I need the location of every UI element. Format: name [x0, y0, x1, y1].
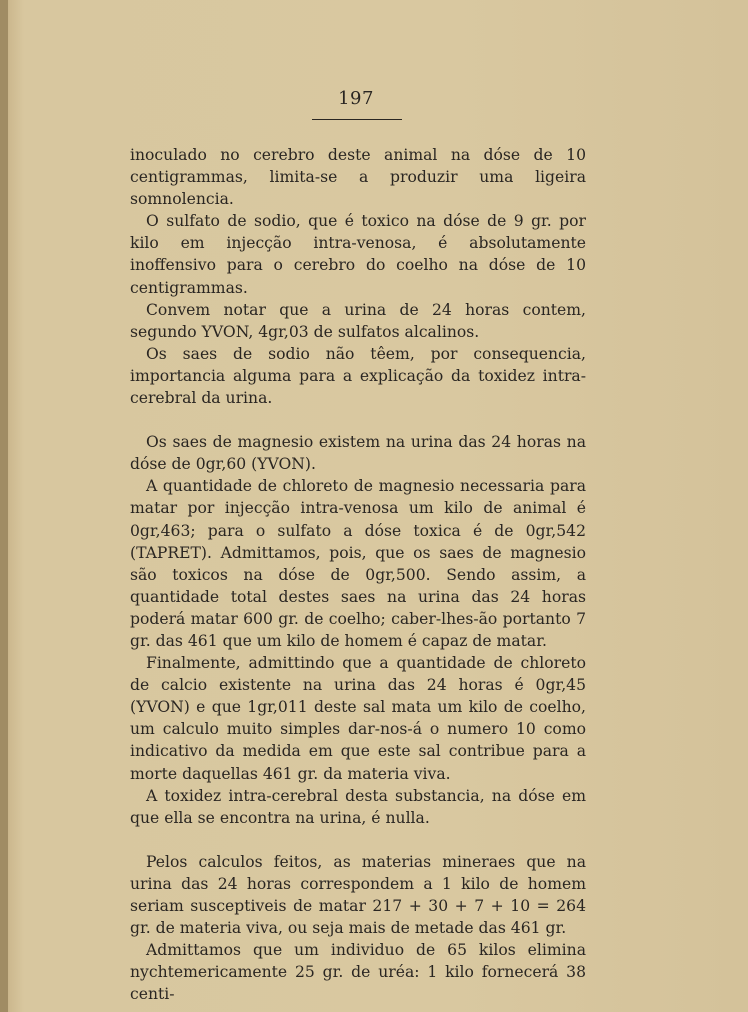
paragraph: A toxidez intra-cerebral desta substancia, na dóse em que ella se encontra na urina, é nulla. — [130, 786, 586, 827]
paragraph: O sulfato de sodio, que é toxico na dóse de 9 gr. por kilo em injecção intra-venosa, é absolutamente inoffensivo para o cerebro do coelho na dóse de 10 centigrammas. — [130, 212, 586, 297]
paragraph: Finalmente, admittindo que a quantidade de chloreto de calcio existente na urina das 24 horas é 0gr,45 (YVON) e que 1gr,011 deste sal mata um kilo de coelho, um calculo muito simples dar-nos-á o numero 10 como indicativo da medida em que este sal contribue para a morte daquellas 461 gr. da materia viva. — [130, 654, 586, 783]
page-number-rule — [312, 119, 402, 120]
paragraph: Pelos calculos feitos, as materias mineraes que na urina das 24 horas correspondem a 1 kilo de homem seriam susceptiveis de matar 217 + 30 + 7 + 10 = 264 gr. de materia viva, ou seja mais de metade das 461 gr. — [130, 852, 586, 938]
section-gap — [130, 829, 586, 851]
page-number: 197 — [338, 88, 374, 109]
paragraph: A quantidade de chloreto de magnesio necessaria para matar por injecção intra-venosa um kilo de animal é 0gr,463; para o sulfato a dóse toxica é de 0gr,542 (TAPRET). Admittamos, pois, que os saes de magnesio são toxicos na dóse de 0gr,500. Sendo assim, a quantidade total destes saes na urina das 24 horas poderá matar 600 gr. de coelho; caber-lhes-ão portanto 7 gr. das 461 que um kilo de homem é capaz de matar. — [130, 477, 586, 650]
paragraph: inoculado no cerebro deste animal na dóse de 10 centigrammas, limita-se a produzir uma ligeira somnolencia. — [130, 146, 586, 209]
paragraph: Admittamos que um individuo de 65 kilos elimina nychtemericamente 25 gr. de uréa: 1 kilo fornecerá 38 centi- — [130, 941, 586, 1004]
section-gap — [130, 409, 586, 431]
paragraph: Os saes de sodio não têem, por consequencia, importancia alguma para a explicação da toxidez intra-cerebral da urina. — [130, 344, 586, 408]
page-spine-shadow — [0, 0, 8, 1012]
paragraph: Os saes de magnesio existem na urina das 24 horas na dóse de 0gr,60 (YVON). — [130, 433, 586, 474]
paragraph: Convem notar que a urina de 24 horas contem, segundo YVON, 4gr,03 de sulfatos alcalinos. — [130, 300, 586, 341]
body-text — [130, 144, 586, 1005]
